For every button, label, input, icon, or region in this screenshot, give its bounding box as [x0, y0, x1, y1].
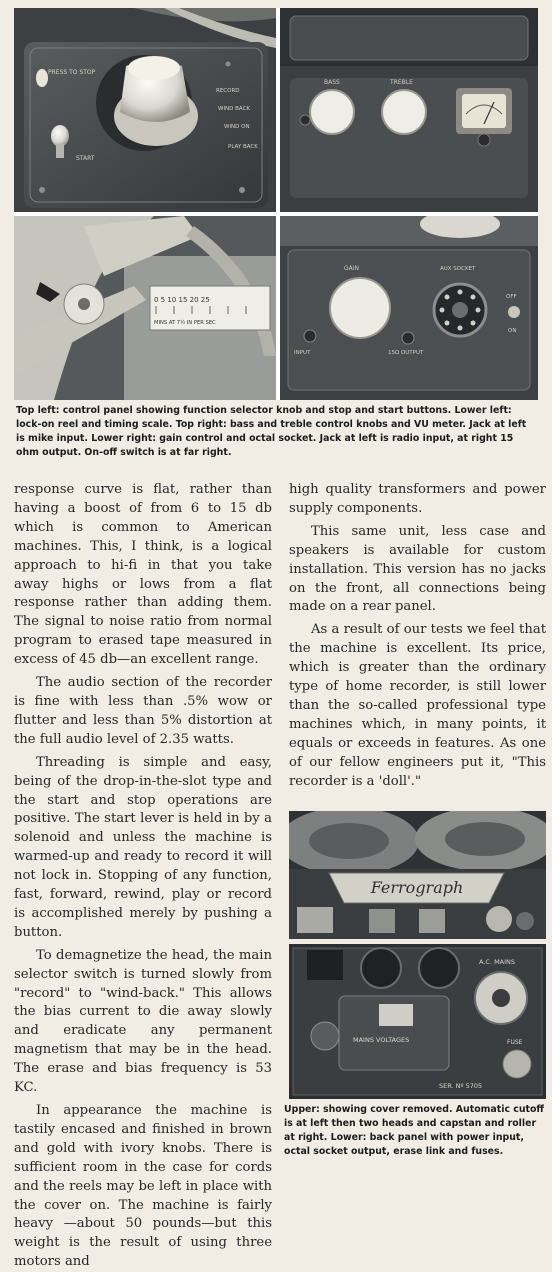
paragraph: To demagnetize the head, the main selector switch is turned slowly from "record" to "wind-back." This allows the bias current to die away slowly and eradicate any permanent magnetism that may be in the head. The erase and bias frequency is 53 KC. — [14, 947, 272, 1096]
label-mains-voltages: MAINS VOLTAGES — [353, 1036, 410, 1044]
label-input: INPUT — [294, 350, 311, 356]
label-gain: GAIN — [344, 265, 360, 272]
paragraph: response curve is flat, rather than having a boost of from 6 to 15 db which is common to American machines. This, I think, is a logical approach to hi-fi in that you take away highs or lows from a flat response rather than adding them. The signal to noise ratio from normal program to erased tape measured in excess of 45 db—an excellent range. — [14, 482, 272, 668]
label-ac-mains: A.C. MAINS — [479, 958, 516, 966]
label-treble: TREBLE — [390, 79, 413, 86]
label-timing-scale: MINS AT 7½ IN PER SEC — [154, 320, 216, 326]
label-start: START — [76, 155, 95, 162]
label-press-to-stop: PRESS TO STOP — [48, 69, 96, 76]
paragraph: In appearance the machine is tastily encased and finished in brown and gold with ivory knobs. There is sufficient room in the case for cords and the reels may be left in place with the cover on. The machine is fairly heavy —about 50 pounds—but this weight is the result of using three motors and — [14, 1103, 272, 1270]
label-serial: SER. Nº 5705 — [439, 1082, 483, 1090]
photo-cover-removed — [289, 811, 546, 939]
photo-control-panel — [14, 8, 276, 212]
label-ohm-output: 15Ω OUTPUT — [388, 350, 424, 356]
label-timing-numbers: 0 5 10 15 20 25 — [154, 296, 210, 304]
label-on: ON — [508, 328, 517, 334]
photo-grid — [14, 8, 538, 400]
label-aux-socket: AUX SOCKET — [440, 266, 476, 272]
photo-reel-timing-scale — [14, 216, 276, 400]
photo-gain-octal-socket — [280, 216, 538, 400]
article-right-column — [289, 481, 546, 792]
article-left-column — [14, 481, 272, 1272]
paragraph: This same unit, less case and speakers is available for custom installation. This version has no jacks on the front, all connections being made on a rear panel. — [289, 523, 546, 615]
label-off: OFF — [506, 294, 517, 300]
label-fuse: FUSE — [507, 1039, 523, 1046]
paragraph: The audio section of the recorder is fine with less than .5% wow or flutter and less than 5% distortion at the full audio level of 2.35 watts. — [14, 675, 272, 747]
photo-back-panel — [289, 944, 546, 1099]
label-wind-on: WIND ON — [224, 124, 250, 130]
paragraph: As a result of our tests we feel that the machine is excellent. Its price, which is greater than the ordinary type of home recorder, is still lower than the so-called professional type machines which, in many points, it equals or exceeds in features. As one of our fellow engineers put it, "This recorder is a 'doll'." — [289, 622, 546, 789]
caption-bottom: Upper: showing cover removed. Automatic cutoff is at left then two heads and capstan and roller at right. Lower: back panel with power input, octal socket output, erase link and fuses. — [284, 1104, 545, 1157]
label-record: RECORD — [216, 88, 240, 94]
label-wind-back: WIND BACK — [218, 106, 251, 112]
paragraph: high quality transformers and power supply components. — [289, 482, 546, 516]
caption-top: Top left: control panel showing function selector knob and stop and start buttons. Lower left: lock-on reel and timing scale. Top right: bass and treble control knobs and VU meter. Jack at left is mike input. Lower right: gain control and octal socket. Jack at left is radio input, at right 15 ohm output. On-off switch is at far right. — [16, 405, 527, 458]
label-bass: BASS — [324, 79, 340, 86]
label-play-back: PLAY BACK — [228, 144, 258, 150]
label-brand: Ferrograph — [370, 878, 464, 897]
paragraph: Threading is simple and easy, being of the drop-in-the-slot type and the start and stop operations are positive. The start lever is held in by a solenoid and unless the machine is warmed-up and ready to record it will not lock in. Stopping of any function, fast, forward, rewind, play or record is accomplished merely by pushing a button. — [14, 754, 272, 940]
photo-tone-controls — [280, 8, 538, 212]
